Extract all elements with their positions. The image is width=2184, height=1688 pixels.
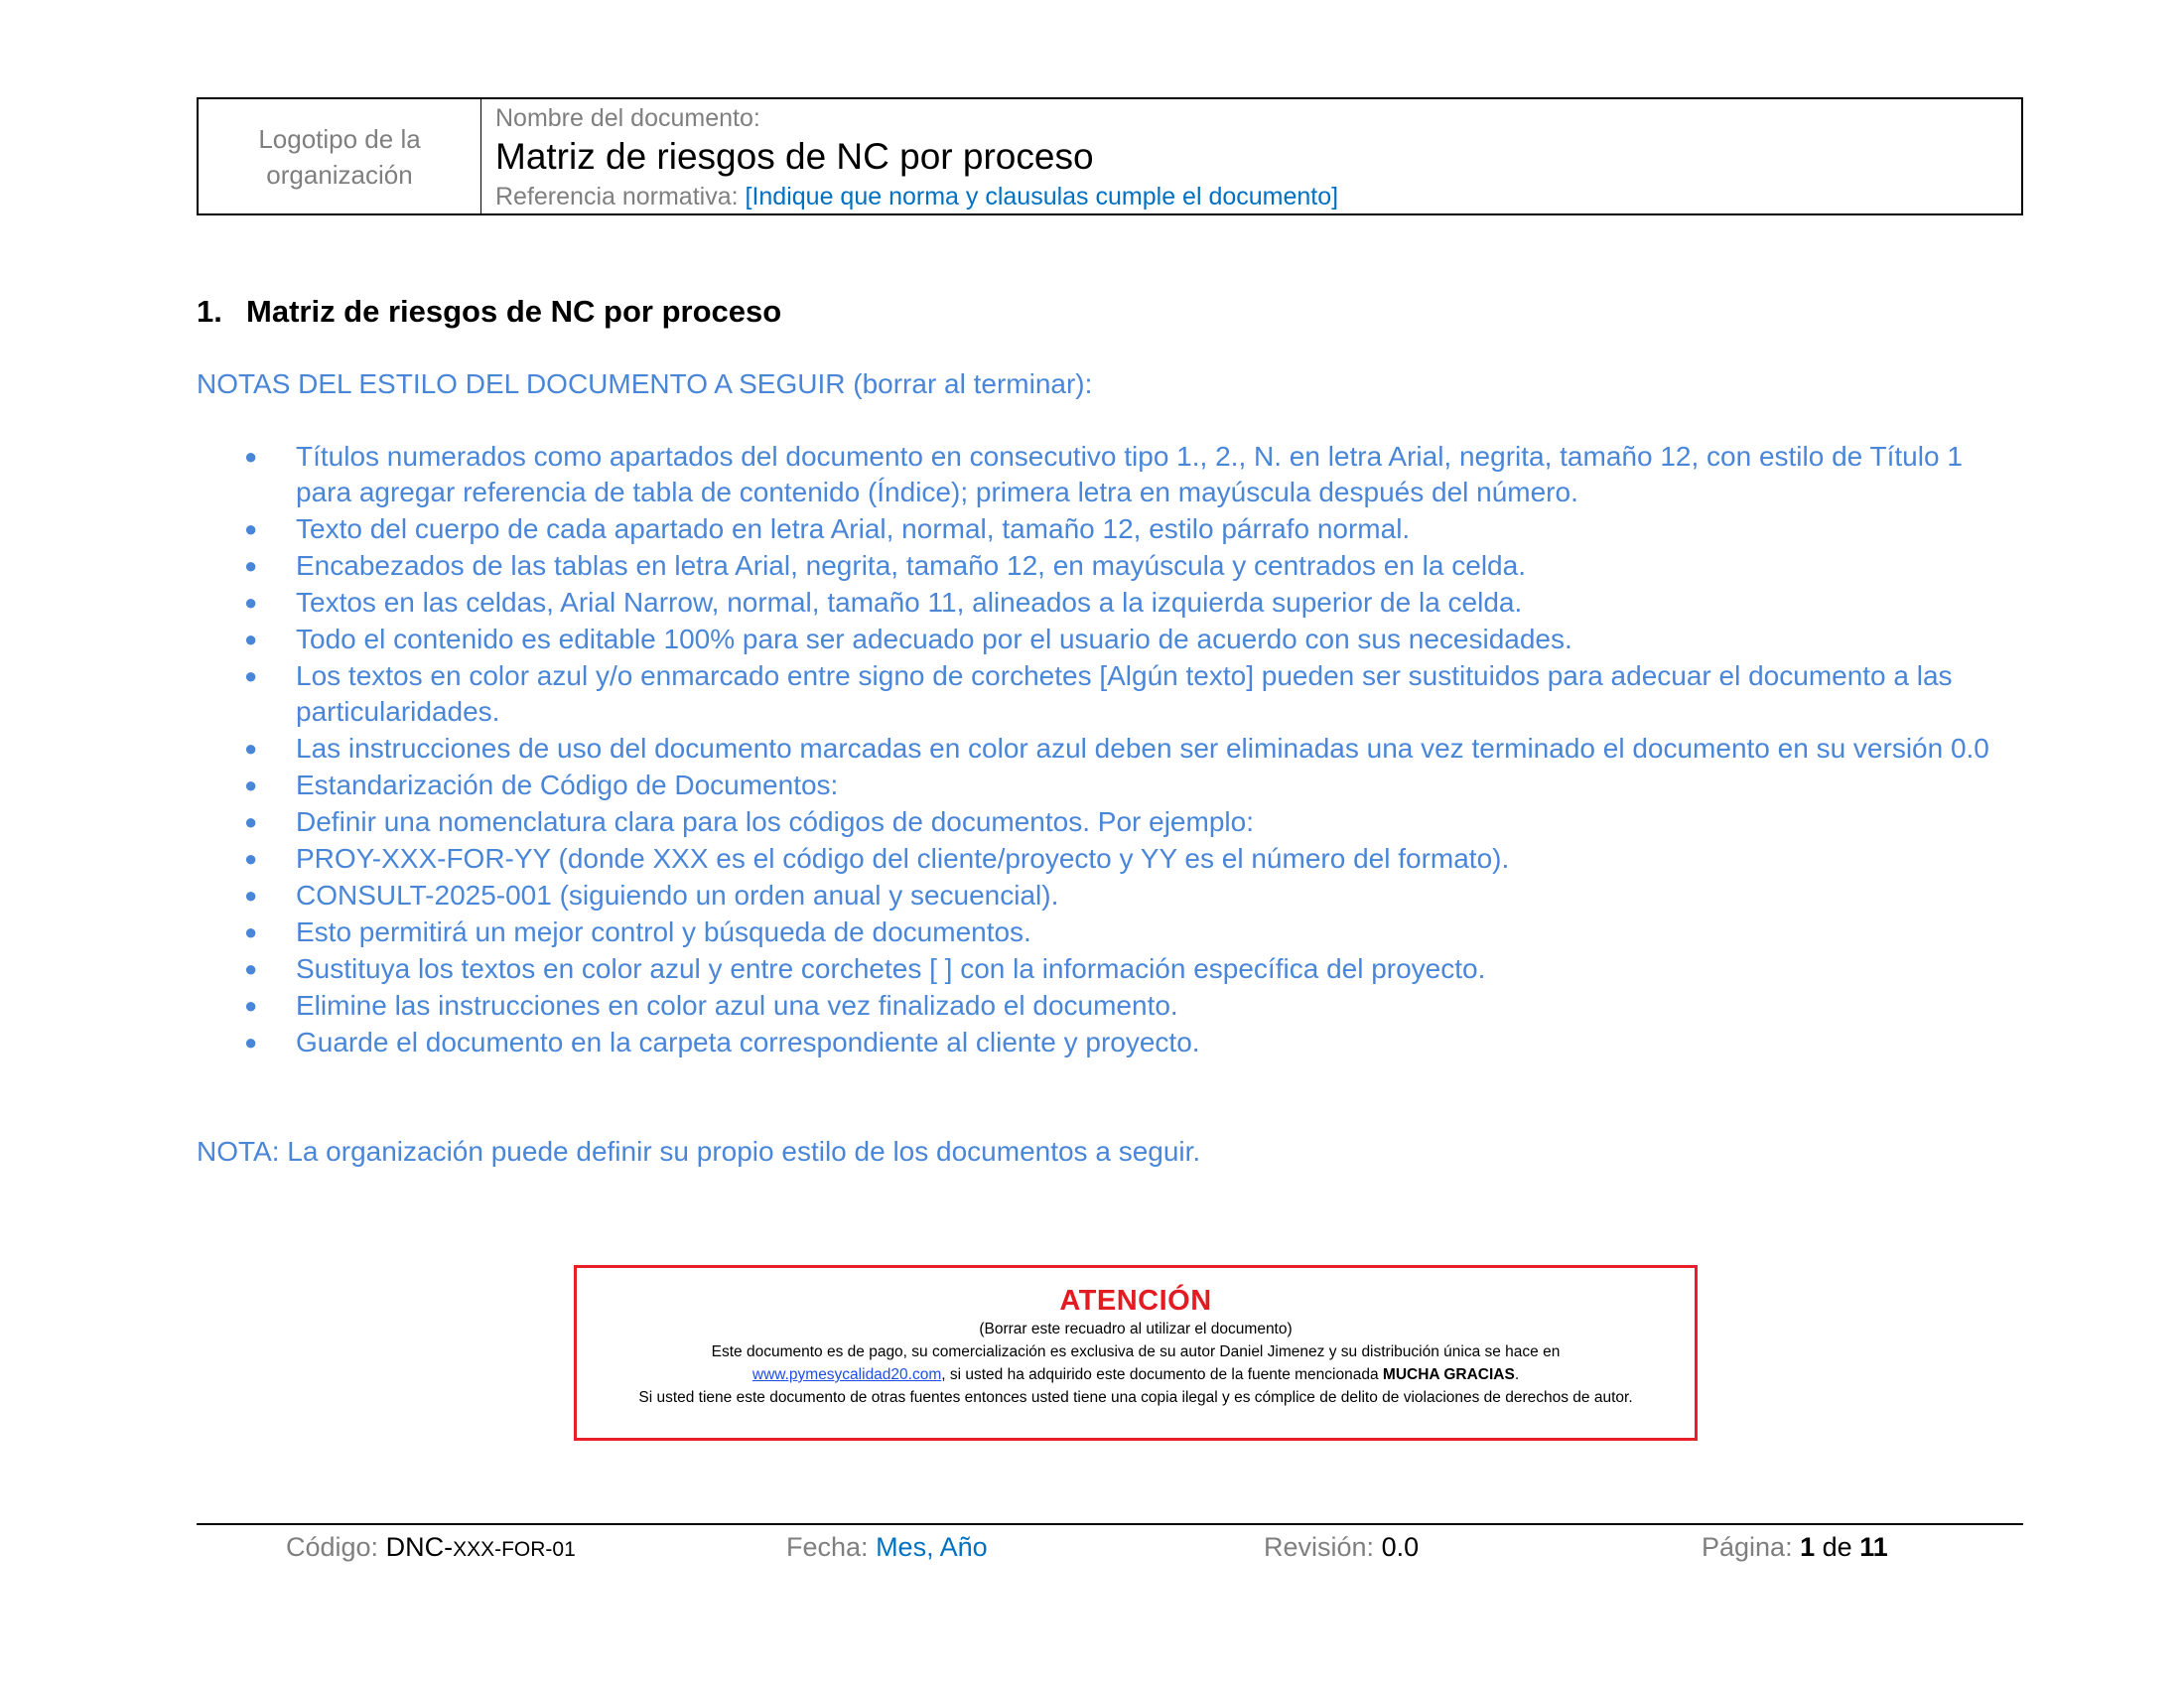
bullet-icon: ● — [244, 627, 258, 651]
bullet-icon: ● — [244, 809, 258, 834]
style-note-item — [238, 731, 2015, 767]
style-note-item — [238, 951, 2015, 987]
style-note-text: Los textos en color azul y/o enmarcado entre signo de corchetes [Algún texto] pueden ser sustituidos para adecuar el documento a las particularidades. — [296, 660, 1953, 727]
style-note-item — [238, 585, 2015, 621]
footer-revision-label: Revisión: — [1264, 1532, 1375, 1562]
bullet-icon: ● — [244, 1030, 258, 1055]
attention-line-4: Si usted tiene este documento de otras fuentes entonces usted tiene una copia ilegal y es cómplice de delito de violaciones de derechos de autor. — [638, 1389, 1633, 1406]
footer-date — [786, 1529, 988, 1565]
style-note-item — [238, 1025, 2015, 1060]
footer-page-current: 1 — [1800, 1532, 1816, 1562]
style-note-item — [238, 804, 2015, 840]
bullet-icon: ● — [244, 956, 258, 981]
bullet-icon: ● — [244, 553, 258, 578]
norm-value: [Indique que norma y clausulas cumple el documento] — [745, 183, 1339, 211]
attention-box — [574, 1265, 1698, 1441]
bullet-icon: ● — [244, 663, 258, 688]
section-title-text: Matriz de riesgos de NC por proceso — [246, 294, 782, 329]
website-link[interactable]: www.pymesycalidad20.com — [751, 1366, 942, 1383]
style-note-item — [238, 878, 2015, 914]
attention-line-3-text: , si usted ha adquirido este documento de la fuente mencionada — [941, 1366, 1383, 1383]
bullet-icon: ● — [244, 773, 258, 797]
bullet-icon: ● — [244, 919, 258, 944]
bullet-icon: ● — [244, 516, 258, 541]
style-note-text: Texto del cuerpo de cada apartado en letra Arial, normal, tamaño 12, estilo párrafo normal. — [296, 513, 1411, 544]
style-note-item — [238, 658, 2015, 730]
bullet-icon: ● — [244, 846, 258, 871]
style-note-text: Textos en las celdas, Arial Narrow, normal, tamaño 11, alineados a la izquierda superior de la celda. — [296, 587, 1523, 618]
footer-date-label: Fecha: — [786, 1532, 869, 1562]
doc-name-label: Nombre del documento: — [495, 104, 760, 132]
style-note-item — [238, 439, 2015, 510]
style-note-text: Sustituya los textos en color azul y entre corchetes [ ] con la información específica del proyecto. — [296, 953, 1486, 984]
footer-page — [1702, 1529, 1888, 1565]
style-note-text: Las instrucciones de uso del documento marcadas en color azul deben ser eliminadas una vez terminado el documento en su versión 0.0 — [296, 733, 1989, 764]
footer-revision-value: 0.0 — [1381, 1532, 1420, 1562]
attention-line-3-end: . — [1514, 1366, 1520, 1383]
norm-reference — [495, 181, 2021, 212]
bullet-icon: ● — [244, 444, 258, 469]
bullet-icon: ● — [244, 736, 258, 761]
bullet-icon: ● — [244, 993, 258, 1018]
logo-text-line2: organización — [266, 159, 413, 190]
bullet-icon: ● — [244, 883, 258, 908]
style-note-text: Elimine las instrucciones en color azul una vez finalizado el documento. — [296, 990, 1178, 1021]
style-note-text: Definir una nomenclatura clara para los códigos de documentos. Por ejemplo: — [296, 806, 1254, 837]
style-note-text: Encabezados de las tablas en letra Arial, negrita, tamaño 12, en mayúscula y centrados en la celda. — [296, 550, 1526, 581]
style-note-text: Estandarización de Código de Documentos: — [296, 770, 839, 800]
style-note-text: PROY-XXX-FOR-YY (donde XXX es el código del cliente/proyecto y YY es el número del formato). — [296, 843, 1510, 874]
footer-divider — [197, 1523, 2023, 1525]
section-title — [197, 292, 781, 332]
attention-line-2: Este documento es de pago, su comercialización es exclusiva de su autor Daniel Jimenez y su distribución única se hace en — [711, 1343, 1561, 1360]
document-info-cell — [481, 99, 2021, 213]
footer-code — [286, 1529, 576, 1568]
attention-title: ATENCIÓN — [1059, 1285, 1212, 1317]
style-note-text: CONSULT-2025-001 (siguiendo un orden anual y secuencial). — [296, 880, 1059, 911]
footer-revision — [1264, 1529, 1419, 1565]
attention-line-3 — [577, 1363, 1695, 1386]
footer-date-value: Mes, Año — [876, 1532, 988, 1562]
footer-page-total: 11 — [1859, 1532, 1888, 1562]
footer-code-label: Código: — [286, 1532, 379, 1562]
section-number: 1. — [197, 294, 222, 329]
style-note-item — [238, 622, 2015, 657]
style-note-text: Guarde el documento en la carpeta correspondiente al cliente y proyecto. — [296, 1027, 1200, 1057]
footer-page-label: Página: — [1702, 1532, 1793, 1562]
style-note-item — [238, 988, 2015, 1024]
style-note-text: Títulos numerados como apartados del documento en consecutivo tipo 1., 2., N. en letra Arial, negrita, tamaño 12, con estilo de Título 1 para agregar referencia de tabla de contenido (Índice); primera letra en mayúscula después del número. — [296, 441, 1963, 507]
style-note-item — [238, 914, 2015, 950]
notes-heading: NOTAS DEL ESTILO DEL DOCUMENTO A SEGUIR (borrar al terminar): — [197, 368, 1093, 399]
style-note-item — [238, 768, 2015, 803]
attention-line-1: (Borrar este recuadro al utilizar el documento) — [979, 1321, 1293, 1337]
footer-code-suffix: XXX-FOR-01 — [453, 1538, 576, 1561]
final-note: NOTA: La organización puede definir su propio estilo de los documentos a seguir. — [197, 1136, 1201, 1167]
footer-page-of: de — [1822, 1532, 1852, 1562]
thanks-text: MUCHA GRACIAS — [1382, 1366, 1515, 1383]
style-note-item — [238, 511, 2015, 547]
norm-label: Referencia normativa: — [495, 183, 739, 211]
footer-code-prefix: DNC- — [385, 1532, 454, 1562]
style-note-text: Todo el contenido es editable 100% para ser adecuado por el usuario de acuerdo con sus necesidades. — [296, 624, 1572, 654]
document-header — [197, 97, 2023, 215]
bullet-icon: ● — [244, 590, 258, 615]
style-note-item — [238, 548, 2015, 584]
style-note-item — [238, 841, 2015, 877]
logo-text-line1: Logotipo de la — [258, 123, 421, 154]
doc-title: Matriz de riesgos de NC por proceso — [495, 136, 1094, 177]
style-notes-list — [238, 439, 2015, 1061]
style-note-text: Esto permitirá un mejor control y búsqueda de documentos. — [296, 916, 1031, 947]
logo-placeholder — [199, 99, 481, 213]
